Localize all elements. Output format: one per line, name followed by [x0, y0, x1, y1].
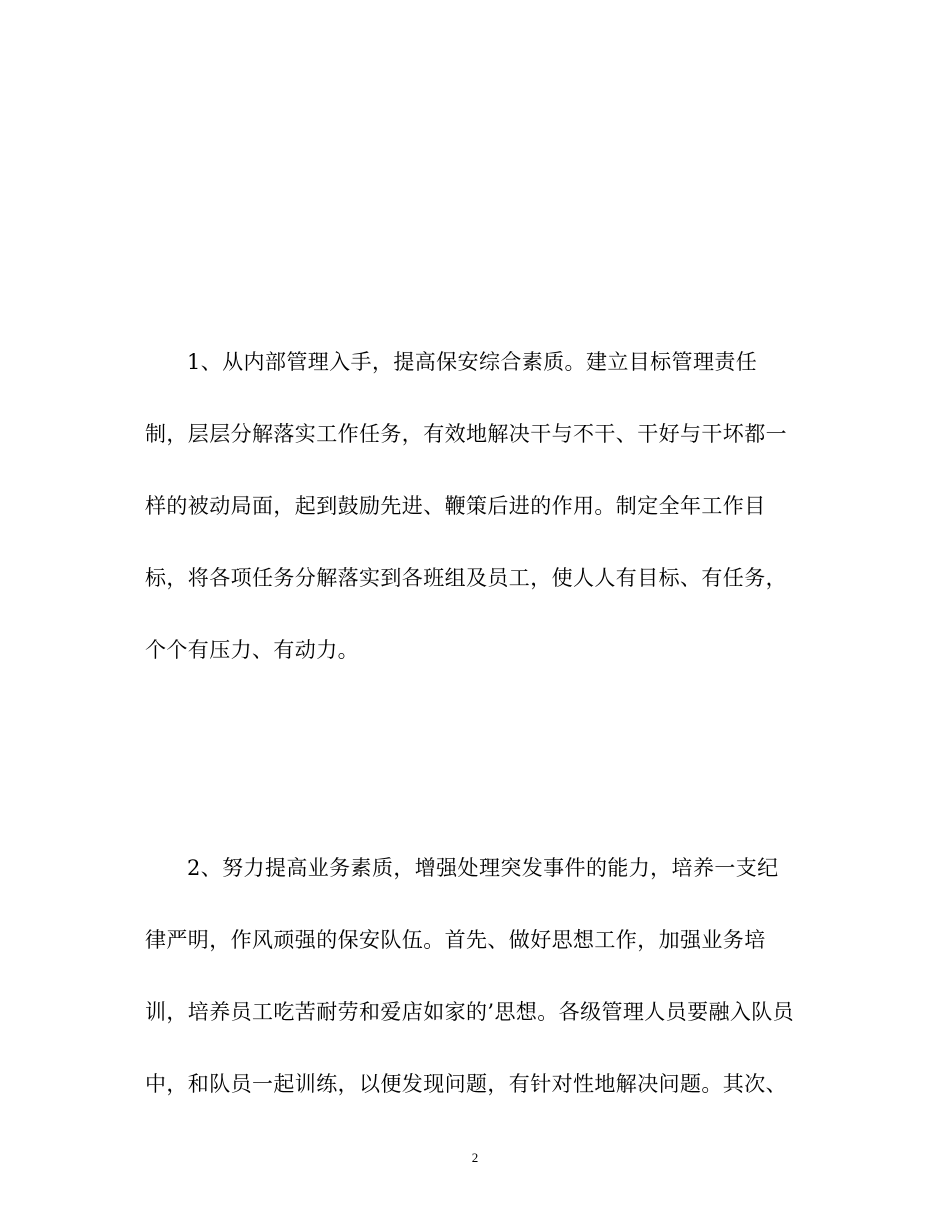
paragraph-line: 中，和队员一起训练，以便发现问题，有针对性地解决问题。其次、 — [145, 1072, 787, 1096]
paragraph-line: 个个有压力、有动力。 — [145, 638, 359, 662]
paragraph-line: 制，层层分解落实工作任务，有效地解决干与不干、干好与干坏都一 — [145, 422, 787, 446]
paragraph-line: 样的被动局面，起到鼓励先进、鞭策后进的作用。制定全年工作目 — [145, 494, 766, 518]
paragraph-line: 律严明，作风顽强的保安队伍。首先、做好思想工作，加强业务培 — [145, 928, 766, 952]
page-number: 2 — [471, 1150, 479, 1165]
paragraph-line: 2、努力提高业务素质，增强处理突发事件的能力，培养一支纪 — [187, 856, 779, 880]
paragraph-line: 1、从内部管理入手，提高保安综合素质。建立目标管理责任 — [187, 350, 758, 374]
paragraph-line: 标，将各项任务分解落实到各班组及员工，使人人有目标、有任务， — [145, 566, 787, 590]
paragraph-line: 训，培养员工吃苦耐劳和爱店如家的’思想。各级管理人员要融入队员 — [145, 1000, 795, 1024]
